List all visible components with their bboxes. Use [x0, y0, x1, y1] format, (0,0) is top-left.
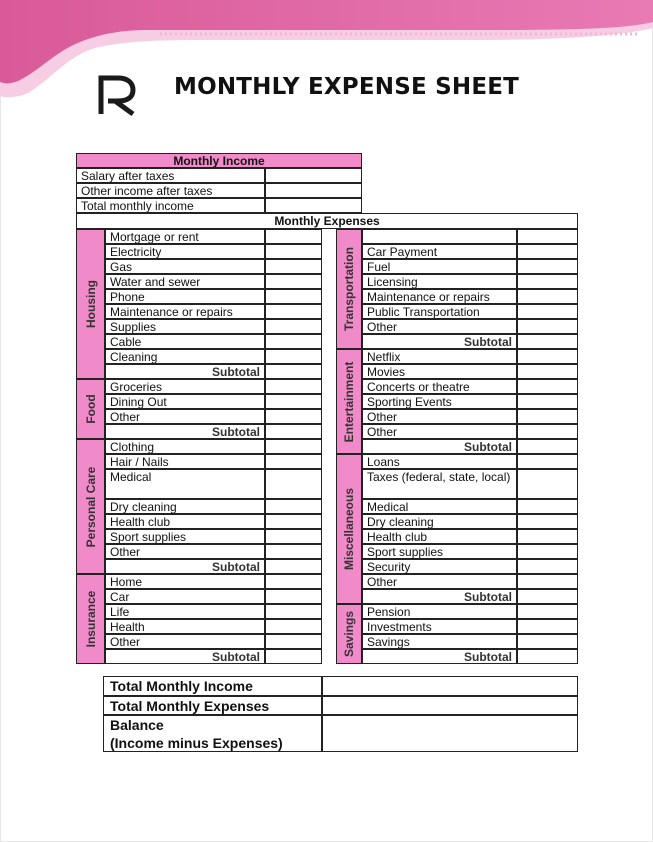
- expense-item-value[interactable]: [517, 409, 578, 424]
- total-income-label: Total Monthly Income: [103, 676, 322, 696]
- subtotal-label: Subtotal: [362, 334, 517, 349]
- expense-item-value[interactable]: [265, 619, 322, 634]
- income-row-label: Other income after taxes: [76, 183, 265, 198]
- expense-item-value[interactable]: [265, 439, 322, 454]
- expense-item-value[interactable]: [517, 334, 578, 349]
- expense-item-label: Sport supplies: [105, 529, 265, 544]
- expense-item-value[interactable]: [517, 274, 578, 289]
- expense-item-value[interactable]: [517, 559, 578, 574]
- expense-item-label: Other: [105, 409, 265, 424]
- subtotal-label: Subtotal: [105, 424, 265, 439]
- expense-item-value[interactable]: [265, 604, 322, 619]
- expense-item-value[interactable]: [517, 469, 578, 499]
- section-name: Miscellaneous: [342, 487, 356, 571]
- expense-item-value[interactable]: [265, 514, 322, 529]
- expense-item-label: Dry cleaning: [105, 499, 265, 514]
- balance-label: [103, 715, 322, 752]
- expense-item-label: Groceries: [105, 379, 265, 394]
- expense-item-label: Other: [362, 319, 517, 334]
- expense-item-value[interactable]: [517, 604, 578, 619]
- expense-item-value[interactable]: [265, 649, 322, 664]
- expense-item-label: Movies: [362, 364, 517, 379]
- expense-item-value[interactable]: [265, 409, 322, 424]
- expense-item-value[interactable]: [265, 529, 322, 544]
- section-name: Housing: [83, 280, 98, 328]
- expense-item-label: Hair / Nails: [105, 454, 265, 469]
- expense-item-label: Maintenance or repairs: [362, 289, 517, 304]
- expense-item-label: Other: [362, 574, 517, 589]
- expense-item-value[interactable]: [517, 454, 578, 469]
- expense-item-label: Other: [105, 634, 265, 649]
- section-label-insurance: [76, 574, 105, 664]
- expense-item-value[interactable]: [517, 619, 578, 634]
- subtotal-label: Subtotal: [362, 649, 517, 664]
- expense-item-value[interactable]: [265, 379, 322, 394]
- expense-item-value[interactable]: [265, 364, 322, 379]
- expense-item-label: Savings: [362, 634, 517, 649]
- expense-item-label: Sport supplies: [362, 544, 517, 559]
- expense-item-value[interactable]: [517, 499, 578, 514]
- section-name: Food: [83, 394, 98, 424]
- page-title: MONTHLY EXPENSE SHEET: [174, 74, 520, 100]
- expense-item-label: Other: [105, 544, 265, 559]
- expense-item-value[interactable]: [265, 244, 322, 259]
- expense-item-label: Other: [362, 409, 517, 424]
- expense-item-label: Dry cleaning: [362, 514, 517, 529]
- expense-item-label: Netflix: [362, 349, 517, 364]
- expense-item-value[interactable]: [265, 349, 322, 364]
- total-income-value[interactable]: [322, 676, 578, 696]
- section-label-personal-care: [76, 439, 105, 574]
- expense-item-label: Gas: [105, 259, 265, 274]
- expense-item-label: Home: [105, 574, 265, 589]
- section-name: Insurance: [83, 590, 98, 648]
- income-row-label: Total monthly income: [76, 198, 265, 213]
- expense-item-label: Cleaning: [105, 349, 265, 364]
- expense-item-value[interactable]: [265, 589, 322, 604]
- section-label-savings: [336, 604, 362, 664]
- brand-logo: [98, 72, 138, 116]
- expense-item-value[interactable]: [517, 649, 578, 664]
- expense-item-label: Supplies: [105, 319, 265, 334]
- balance-label-line1: Balance: [110, 717, 164, 733]
- expenses-header: Monthly Expenses: [76, 213, 578, 229]
- expense-item-value[interactable]: [517, 439, 578, 454]
- expense-item-value[interactable]: [265, 274, 322, 289]
- expense-item-value[interactable]: [517, 634, 578, 649]
- subtotal-label: Subtotal: [362, 589, 517, 604]
- expense-item-label: Life: [105, 604, 265, 619]
- expense-item-value[interactable]: [265, 469, 322, 499]
- expense-item-value[interactable]: [517, 289, 578, 304]
- expense-item-value[interactable]: [265, 634, 322, 649]
- expense-item-value[interactable]: [265, 229, 322, 244]
- expense-item-value[interactable]: [517, 589, 578, 604]
- expense-item-label: Car Payment: [362, 244, 517, 259]
- expense-item-label: Water and sewer: [105, 274, 265, 289]
- section-label-transportation: [336, 229, 362, 349]
- expense-item-label: Health club: [105, 514, 265, 529]
- expense-item-label: Health: [105, 619, 265, 634]
- expense-item-label: Clothing: [105, 439, 265, 454]
- expense-item-value[interactable]: [517, 364, 578, 379]
- expense-item-label: Phone: [105, 289, 265, 304]
- expense-item-value[interactable]: [517, 394, 578, 409]
- income-row-value[interactable]: [265, 198, 362, 213]
- income-row-value[interactable]: [265, 183, 362, 198]
- section-label-food: [76, 379, 105, 439]
- section-name: Personal Care: [83, 466, 98, 547]
- expense-item-label: Mortgage or rent: [105, 229, 265, 244]
- expense-item-label: Pension: [362, 604, 517, 619]
- total-expenses-value[interactable]: [322, 696, 578, 715]
- expense-item-value[interactable]: [265, 319, 322, 334]
- expense-item-label: Other: [362, 424, 517, 439]
- expense-item-value[interactable]: [517, 424, 578, 439]
- expense-item-value[interactable]: [265, 304, 322, 319]
- expense-item-value[interactable]: [265, 424, 322, 439]
- expense-item-value[interactable]: [265, 559, 322, 574]
- income-row-value[interactable]: [265, 168, 362, 183]
- expense-item-value[interactable]: [517, 304, 578, 319]
- section-label-miscellaneous: [336, 454, 362, 604]
- expense-item-label: Sporting Events: [362, 394, 517, 409]
- balance-label-line2: (Income minus Expenses): [110, 735, 283, 751]
- expense-item-label: Electricity: [105, 244, 265, 259]
- expense-item-value[interactable]: [265, 289, 322, 304]
- expense-item-value[interactable]: [265, 394, 322, 409]
- expense-item-label: Public Transportation: [362, 304, 517, 319]
- subtotal-label: Subtotal: [362, 439, 517, 454]
- expense-item-label: Fuel: [362, 259, 517, 274]
- expense-item-value[interactable]: [265, 499, 322, 514]
- section-name: Savings: [342, 610, 356, 658]
- total-expenses-label: Total Monthly Expenses: [103, 696, 322, 715]
- balance-value[interactable]: [322, 715, 578, 752]
- expense-item-label: Medical: [105, 469, 265, 499]
- expense-item-label: Concerts or theatre: [362, 379, 517, 394]
- expense-item-value[interactable]: [517, 259, 578, 274]
- expense-item-label: Car: [105, 589, 265, 604]
- expense-item-value[interactable]: [265, 454, 322, 469]
- expense-item-value[interactable]: [265, 574, 322, 589]
- expense-item-label: Cable: [105, 334, 265, 349]
- expense-item-value[interactable]: [265, 544, 322, 559]
- expense-item-value[interactable]: [517, 544, 578, 559]
- section-name: Entertainment: [342, 361, 356, 442]
- expense-item-label: Maintenance or repairs: [105, 304, 265, 319]
- expense-item-label: Medical: [362, 499, 517, 514]
- expense-item-value[interactable]: [517, 244, 578, 259]
- section-name: Transportation: [342, 246, 356, 332]
- expense-item-label: Taxes (federal, state, local): [362, 469, 517, 499]
- expense-item-value[interactable]: [517, 349, 578, 364]
- expense-item-value[interactable]: [517, 529, 578, 544]
- income-row-label: Salary after taxes: [76, 168, 265, 183]
- section-label-housing: [76, 229, 105, 379]
- expense-item-label: Health club: [362, 529, 517, 544]
- expense-item-value[interactable]: [517, 229, 578, 244]
- expense-item-label: [362, 229, 517, 244]
- expense-item-value[interactable]: [517, 574, 578, 589]
- expense-item-value[interactable]: [265, 334, 322, 349]
- expense-item-label: Investments: [362, 619, 517, 634]
- expense-item-value[interactable]: [265, 259, 322, 274]
- expense-item-value[interactable]: [517, 514, 578, 529]
- expense-item-value[interactable]: [517, 319, 578, 334]
- expense-item-value[interactable]: [517, 379, 578, 394]
- expense-item-label: Security: [362, 559, 517, 574]
- section-label-entertainment: [336, 349, 362, 454]
- expense-item-label: Loans: [362, 454, 517, 469]
- expense-item-label: Licensing: [362, 274, 517, 289]
- income-header: Monthly Income: [76, 153, 362, 168]
- subtotal-label: Subtotal: [105, 364, 265, 379]
- subtotal-label: Subtotal: [105, 559, 265, 574]
- expense-item-label: Dining Out: [105, 394, 265, 409]
- subtotal-label: Subtotal: [105, 649, 265, 664]
